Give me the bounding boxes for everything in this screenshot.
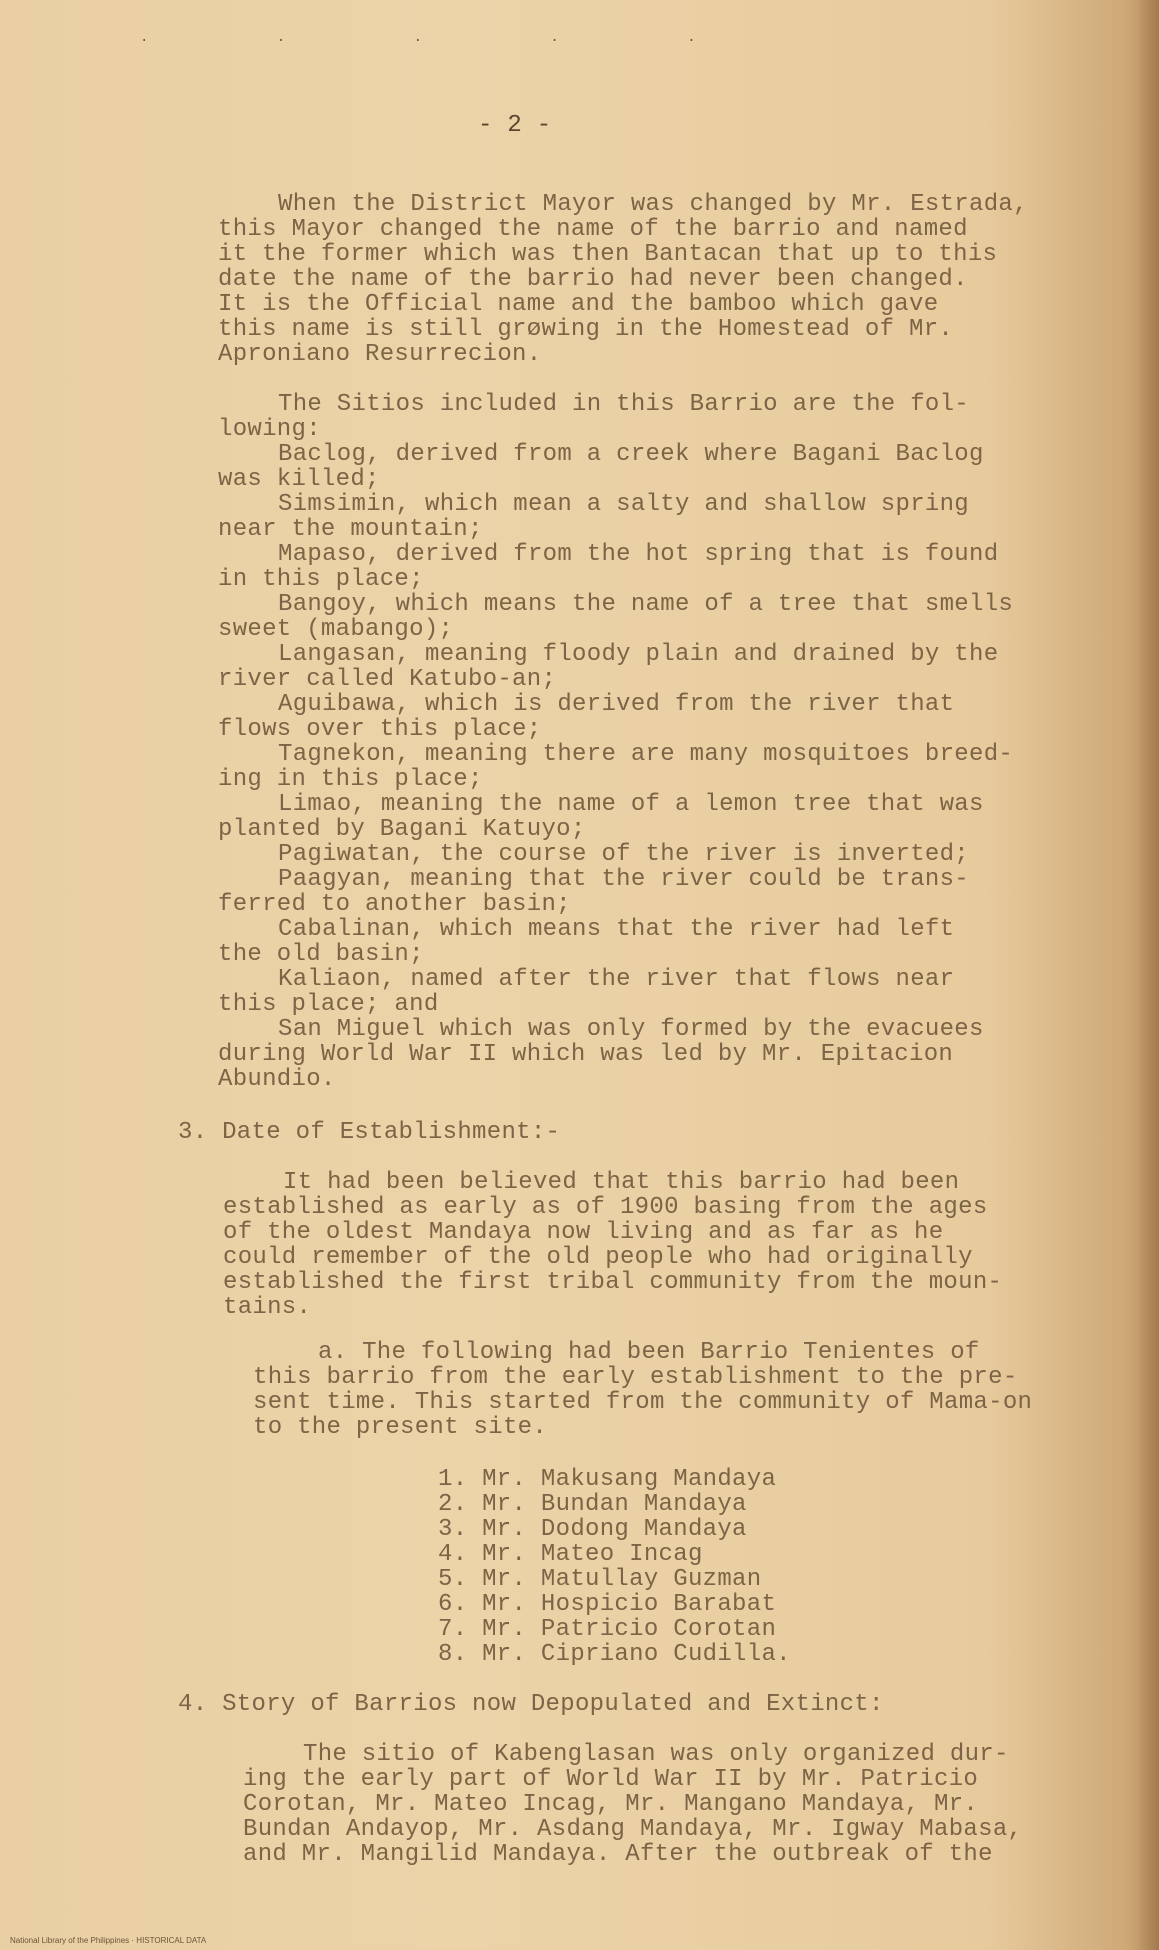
sitios-line: Paagyan, meaning that the river could be trans- bbox=[278, 866, 970, 893]
sitios-line: in this place; bbox=[218, 566, 424, 593]
sitios-line: planted by Bagani Katuyo; bbox=[218, 816, 586, 843]
section-4-line: The sitio of Kabenglasan was only organized dur- bbox=[303, 1741, 1009, 1768]
sitios-line: river called Katubo-an; bbox=[218, 666, 557, 693]
sitios-line: near the mountain; bbox=[218, 516, 483, 543]
section-3a-line: this barrio from the early establishment to the pre- bbox=[253, 1364, 1018, 1391]
section-3a-line: sent time. This started from the community of Mama-on bbox=[253, 1389, 1033, 1416]
section-4-heading: 4. Story of Barrios now Depopulated and Extinct: bbox=[178, 1691, 884, 1718]
sitios-line: Mapaso, derived from the hot spring that is found bbox=[278, 541, 999, 568]
sitios-line: was killed; bbox=[218, 466, 380, 493]
sitios-line: Abundio. bbox=[218, 1066, 336, 1093]
section-4-line: ing the early part of World War II by Mr. Patricio bbox=[243, 1766, 979, 1793]
sitios-line: The Sitios included in this Barrio are the fol- bbox=[278, 391, 970, 418]
teniente-list-item: 5. Mr. Matullay Guzman bbox=[438, 1566, 762, 1593]
paragraph-1-line: It is the Official name and the bamboo which gave bbox=[218, 291, 939, 318]
sitios-line: Pagiwatan, the course of the river is inverted; bbox=[278, 841, 970, 868]
sitios-line: Langasan, meaning floody plain and drained by the bbox=[278, 641, 999, 668]
sitios-line: Baclog, derived from a creek where Bagani Baclog bbox=[278, 441, 984, 468]
section-3-line: could remember of the old people who had originally bbox=[223, 1244, 973, 1271]
sitios-line: this place; and bbox=[218, 991, 439, 1018]
sitios-line: sweet (mabango); bbox=[218, 616, 454, 643]
sitios-line: Aguibawa, which is derived from the river that bbox=[278, 691, 955, 718]
teniente-list-item: 4. Mr. Mateo Incag bbox=[438, 1541, 703, 1568]
teniente-list-item: 8. Mr. Cipriano Cudilla. bbox=[438, 1641, 791, 1668]
sitios-line: Tagnekon, meaning there are many mosquitoes breed- bbox=[278, 741, 1014, 768]
teniente-list-item: 1. Mr. Makusang Mandaya bbox=[438, 1466, 777, 1493]
section-3-line: It had been believed that this barrio had been bbox=[283, 1169, 960, 1196]
teniente-list-item: 6. Mr. Hospicio Barabat bbox=[438, 1591, 777, 1618]
sitios-line: Simsimin, which mean a salty and shallow spring bbox=[278, 491, 970, 518]
sitios-line: Cabalinan, which means that the river had left bbox=[278, 916, 955, 943]
section-3-heading: 3. Date of Establishment:- bbox=[178, 1119, 561, 1146]
sitios-line: during World War II which was led by Mr. Epitacion bbox=[218, 1041, 954, 1068]
section-4-line: Bundan Andayop, Mr. Asdang Mandaya, Mr. Igway Mabasa, bbox=[243, 1816, 1023, 1843]
section-3-line: tains. bbox=[223, 1294, 312, 1321]
sitios-line: the old basin; bbox=[218, 941, 424, 968]
section-4-line: and Mr. Mangilid Mandaya. After the outbreak of the bbox=[243, 1841, 993, 1868]
sitios-line: ing in this place; bbox=[218, 766, 483, 793]
sitios-line: Bangoy, which means the name of a tree that smells bbox=[278, 591, 1014, 618]
archive-footer: National Library of the Philippines · HISTORICAL DATA bbox=[10, 1936, 207, 1945]
section-3a-line: a. The following had been Barrio Tenientes of bbox=[318, 1339, 980, 1366]
sitios-line: Kaliaon, named after the river that flows near bbox=[278, 966, 955, 993]
paragraph-1-line: this name is still grøwing in the Homestead of Mr. bbox=[218, 316, 954, 343]
section-4-line: Corotan, Mr. Mateo Incag, Mr. Mangano Mandaya, Mr. bbox=[243, 1791, 979, 1818]
paragraph-1-line: this Mayor changed the name of the barrio and named bbox=[218, 216, 968, 243]
teniente-list-item: 7. Mr. Patricio Corotan bbox=[438, 1616, 777, 1643]
sitios-line: flows over this place; bbox=[218, 716, 542, 743]
sitios-line: Limao, meaning the name of a lemon tree that was bbox=[278, 791, 984, 818]
page-number: - 2 - bbox=[478, 112, 552, 139]
sitios-line: ferred to another basin; bbox=[218, 891, 571, 918]
paragraph-1-line: Aproniano Resurrecion. bbox=[218, 341, 542, 368]
section-3-line: established as early as of 1900 basing from the ages bbox=[223, 1194, 988, 1221]
page-edge-shadow bbox=[1137, 0, 1159, 1950]
paper-specks: . . . . . bbox=[140, 30, 756, 46]
teniente-list-item: 3. Mr. Dodong Mandaya bbox=[438, 1516, 747, 1543]
sitios-line: lowing: bbox=[218, 416, 321, 443]
section-3-line: established the first tribal community from the moun- bbox=[223, 1269, 1003, 1296]
teniente-list-item: 2. Mr. Bundan Mandaya bbox=[438, 1491, 747, 1518]
paragraph-1-line: it the former which was then Bantacan that up to this bbox=[218, 241, 998, 268]
section-3-line: of the oldest Mandaya now living and as far as he bbox=[223, 1219, 944, 1246]
paragraph-1-line: When the District Mayor was changed by Mr. Estrada, bbox=[278, 191, 1028, 218]
paragraph-1-line: date the name of the barrio had never been changed. bbox=[218, 266, 968, 293]
sitios-line: San Miguel which was only formed by the evacuees bbox=[278, 1016, 984, 1043]
section-3a-line: to the present site. bbox=[253, 1414, 548, 1441]
